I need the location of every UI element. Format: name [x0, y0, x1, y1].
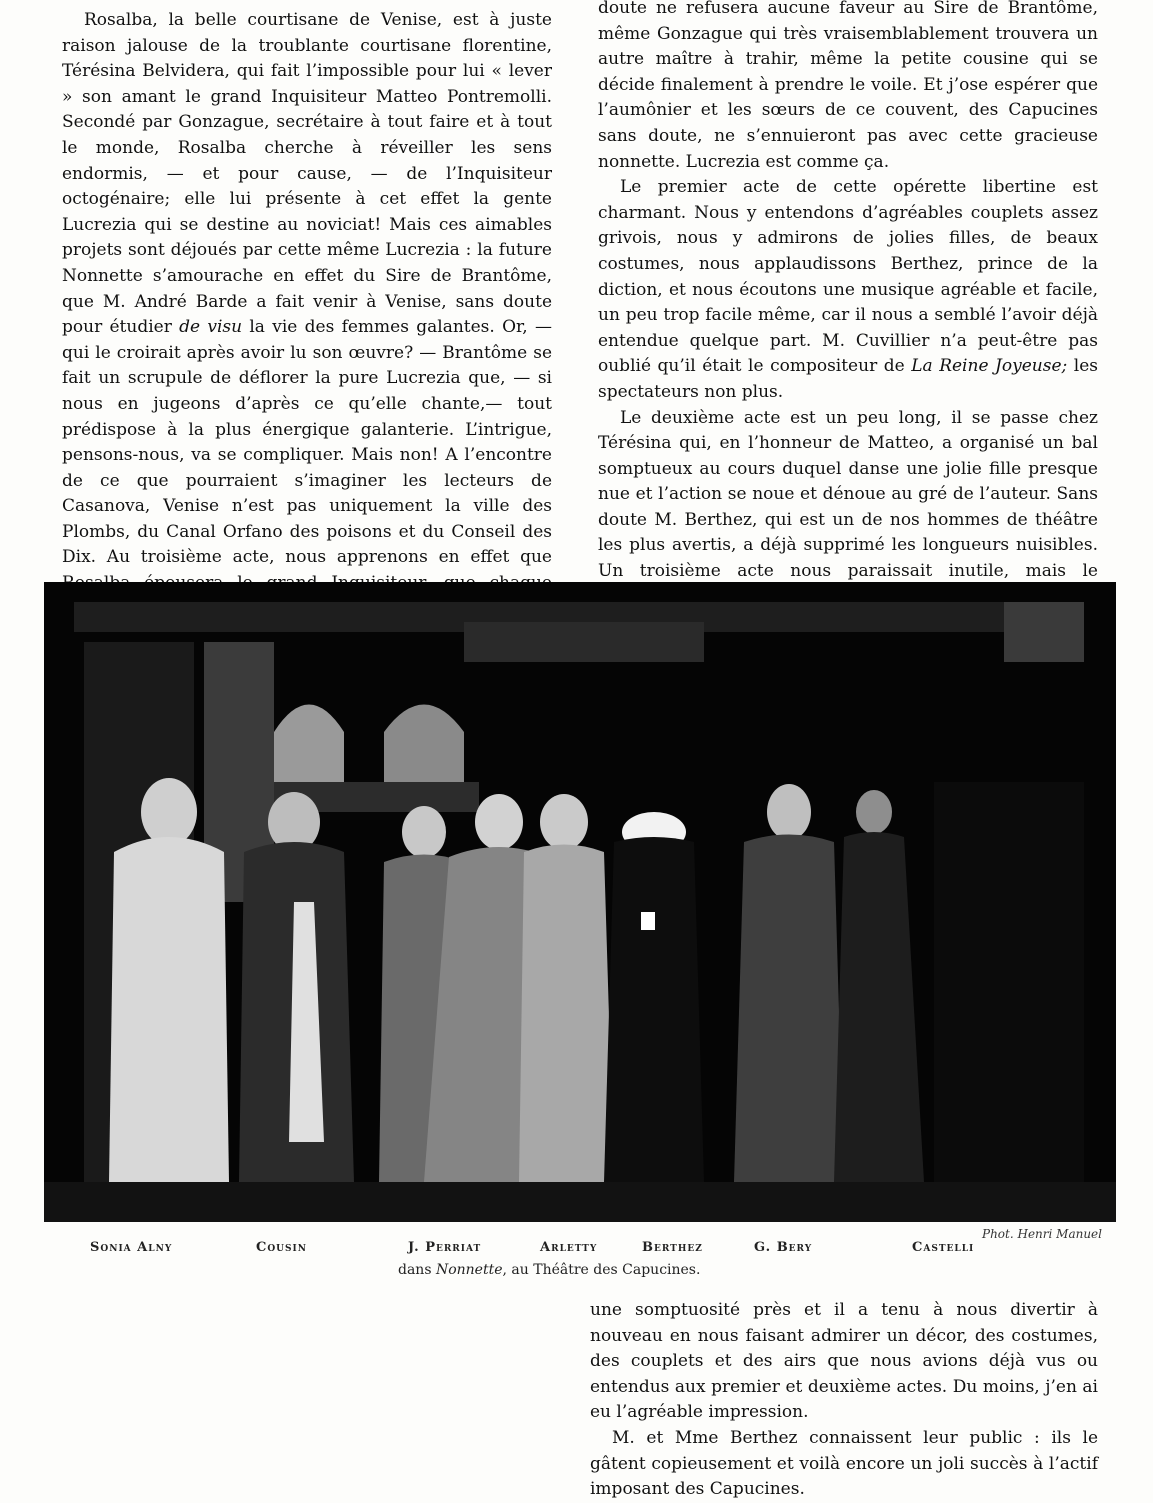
article-paragraph: Rosalba, la belle courtisane de Venise, est à juste raison jalouse de la troublante courtisane florentine, Térésina Belvidera, qui fait l’impossible pour lui « lever » son amant le grand Inquisiteur Matteo Pontremolli. Secondé par Gonzague, secrétaire à tout faire et à tout le monde, Rosalba cherche à réveiller les sens endormis, — et pour cause, — de l’Inquisiteur octogénaire; elle lui présente à cet effet la gente Lucrezia qui se destine au noviciat! Mais ces aimables projets sont déjoués par cette même Lucrezia : la future Nonnette s’amourache en effet du Sire de Brantôme, que M. André Barde a fait venir à Venise, sans doute pour étudier de visu la vie des femmes galantes. Or, — qui le croirait après avoir lu son œuvre? — Brantôme se fait un scrupule de déflorer la pure Lucrezia que, — si nous en jugeons d’après ce qu’elle chante,— tout prédispose à la plus énergique galanterie. L’intrigue, pensons-nous, va se compliquer. Mais non! A l’encontre de ce que pourraient s’imaginer les lecteurs de Casanova, Venise n’est pas uniquement la ville des Plombs, du Canal Orfano des poisons et du Conseil des Dix. Au troisième acte, nous apprenons en effet que — [62, 10, 552, 568]
caption-name: G. Bery — [754, 1240, 813, 1255]
photo-caption: dans Nonnette, au Théâtre des Capucines. — [398, 1262, 701, 1278]
caption-name: Arletty — [540, 1240, 598, 1255]
caption-name: Castelli — [912, 1240, 975, 1255]
caption-name: Sonia Alny — [90, 1240, 173, 1255]
stage-photograph — [44, 582, 1116, 1222]
article-column-bottom — [590, 1298, 1098, 1503]
photo-illustration — [44, 582, 1116, 1222]
caption-name: Berthez — [642, 1240, 703, 1255]
article-paragraph: une somptuosité près et il a tenu à nous divertir à nouveau en nous faisant admirer un décor, des costumes, des couplets et des airs que nous avions déjà vus ou entendus aux premier et deuxième actes. Du moins, j’en ai eu l’agréable impression. — [590, 1300, 1098, 1423]
article-paragraph: M. et Mme Berthez connaissent leur public : ils le gâtent copieusement et voilà encore un joli succès à l’actif imposant des Capucines. — [590, 1427, 1098, 1500]
article-paragraph: Le deuxième acte est un peu long, il se passe chez Térésina qui, en l’honneur de Matteo, a organisé un bal somptueux au cours duquel danse une jolie fille presque nue et l’action se noue et dénoue au gré de l’auteur. Sans doute M. Berthez, qui est un de nos hommes de théâtre les plus avertis, a déjà supprimé les longueurs nuisibles. Un troisième acte nous paraissait inutile, mais le — [598, 407, 1098, 582]
article-column-left — [62, 8, 552, 648]
caption-name: Cousin — [256, 1240, 307, 1255]
photo-credit: Phot. Henri Manuel — [982, 1227, 1102, 1241]
article-paragraph: Le premier acte de cette opérette libertine est charmant. Nous y entendons d’agréables couplets assez grivois, nous y admirons de jolies filles, de beaux costumes, nous applaudissons Berthez, prince de la diction, et nous écoutons une musique agréable et facile, un peu trop facile même, car il nous a semblé l’avoir déjà entendue quelque part. M. Cuvillier n’a peut-être pas oublié qu’il était le compositeur de La Reine Joyeuse; les spectateurs non plus. — [598, 177, 1098, 402]
article-column-right — [598, 0, 1098, 610]
caption-name: J. Perriat — [408, 1240, 482, 1255]
article-paragraph: doute ne refusera aucune faveur au Sire de Brantôme, même Gonzague qui très vraisemblablement trouvera un autre maître à trahir, même la petite cousine qui se décide finalement à prendre le voile. Et j’ose espérer que l’aumônier et les sœurs de ce couvent, des Capucines sans doute, ne s’ennuieront pas avec cette gracieuse nonnette. Lucrezia est comme ça. — [598, 0, 1098, 172]
